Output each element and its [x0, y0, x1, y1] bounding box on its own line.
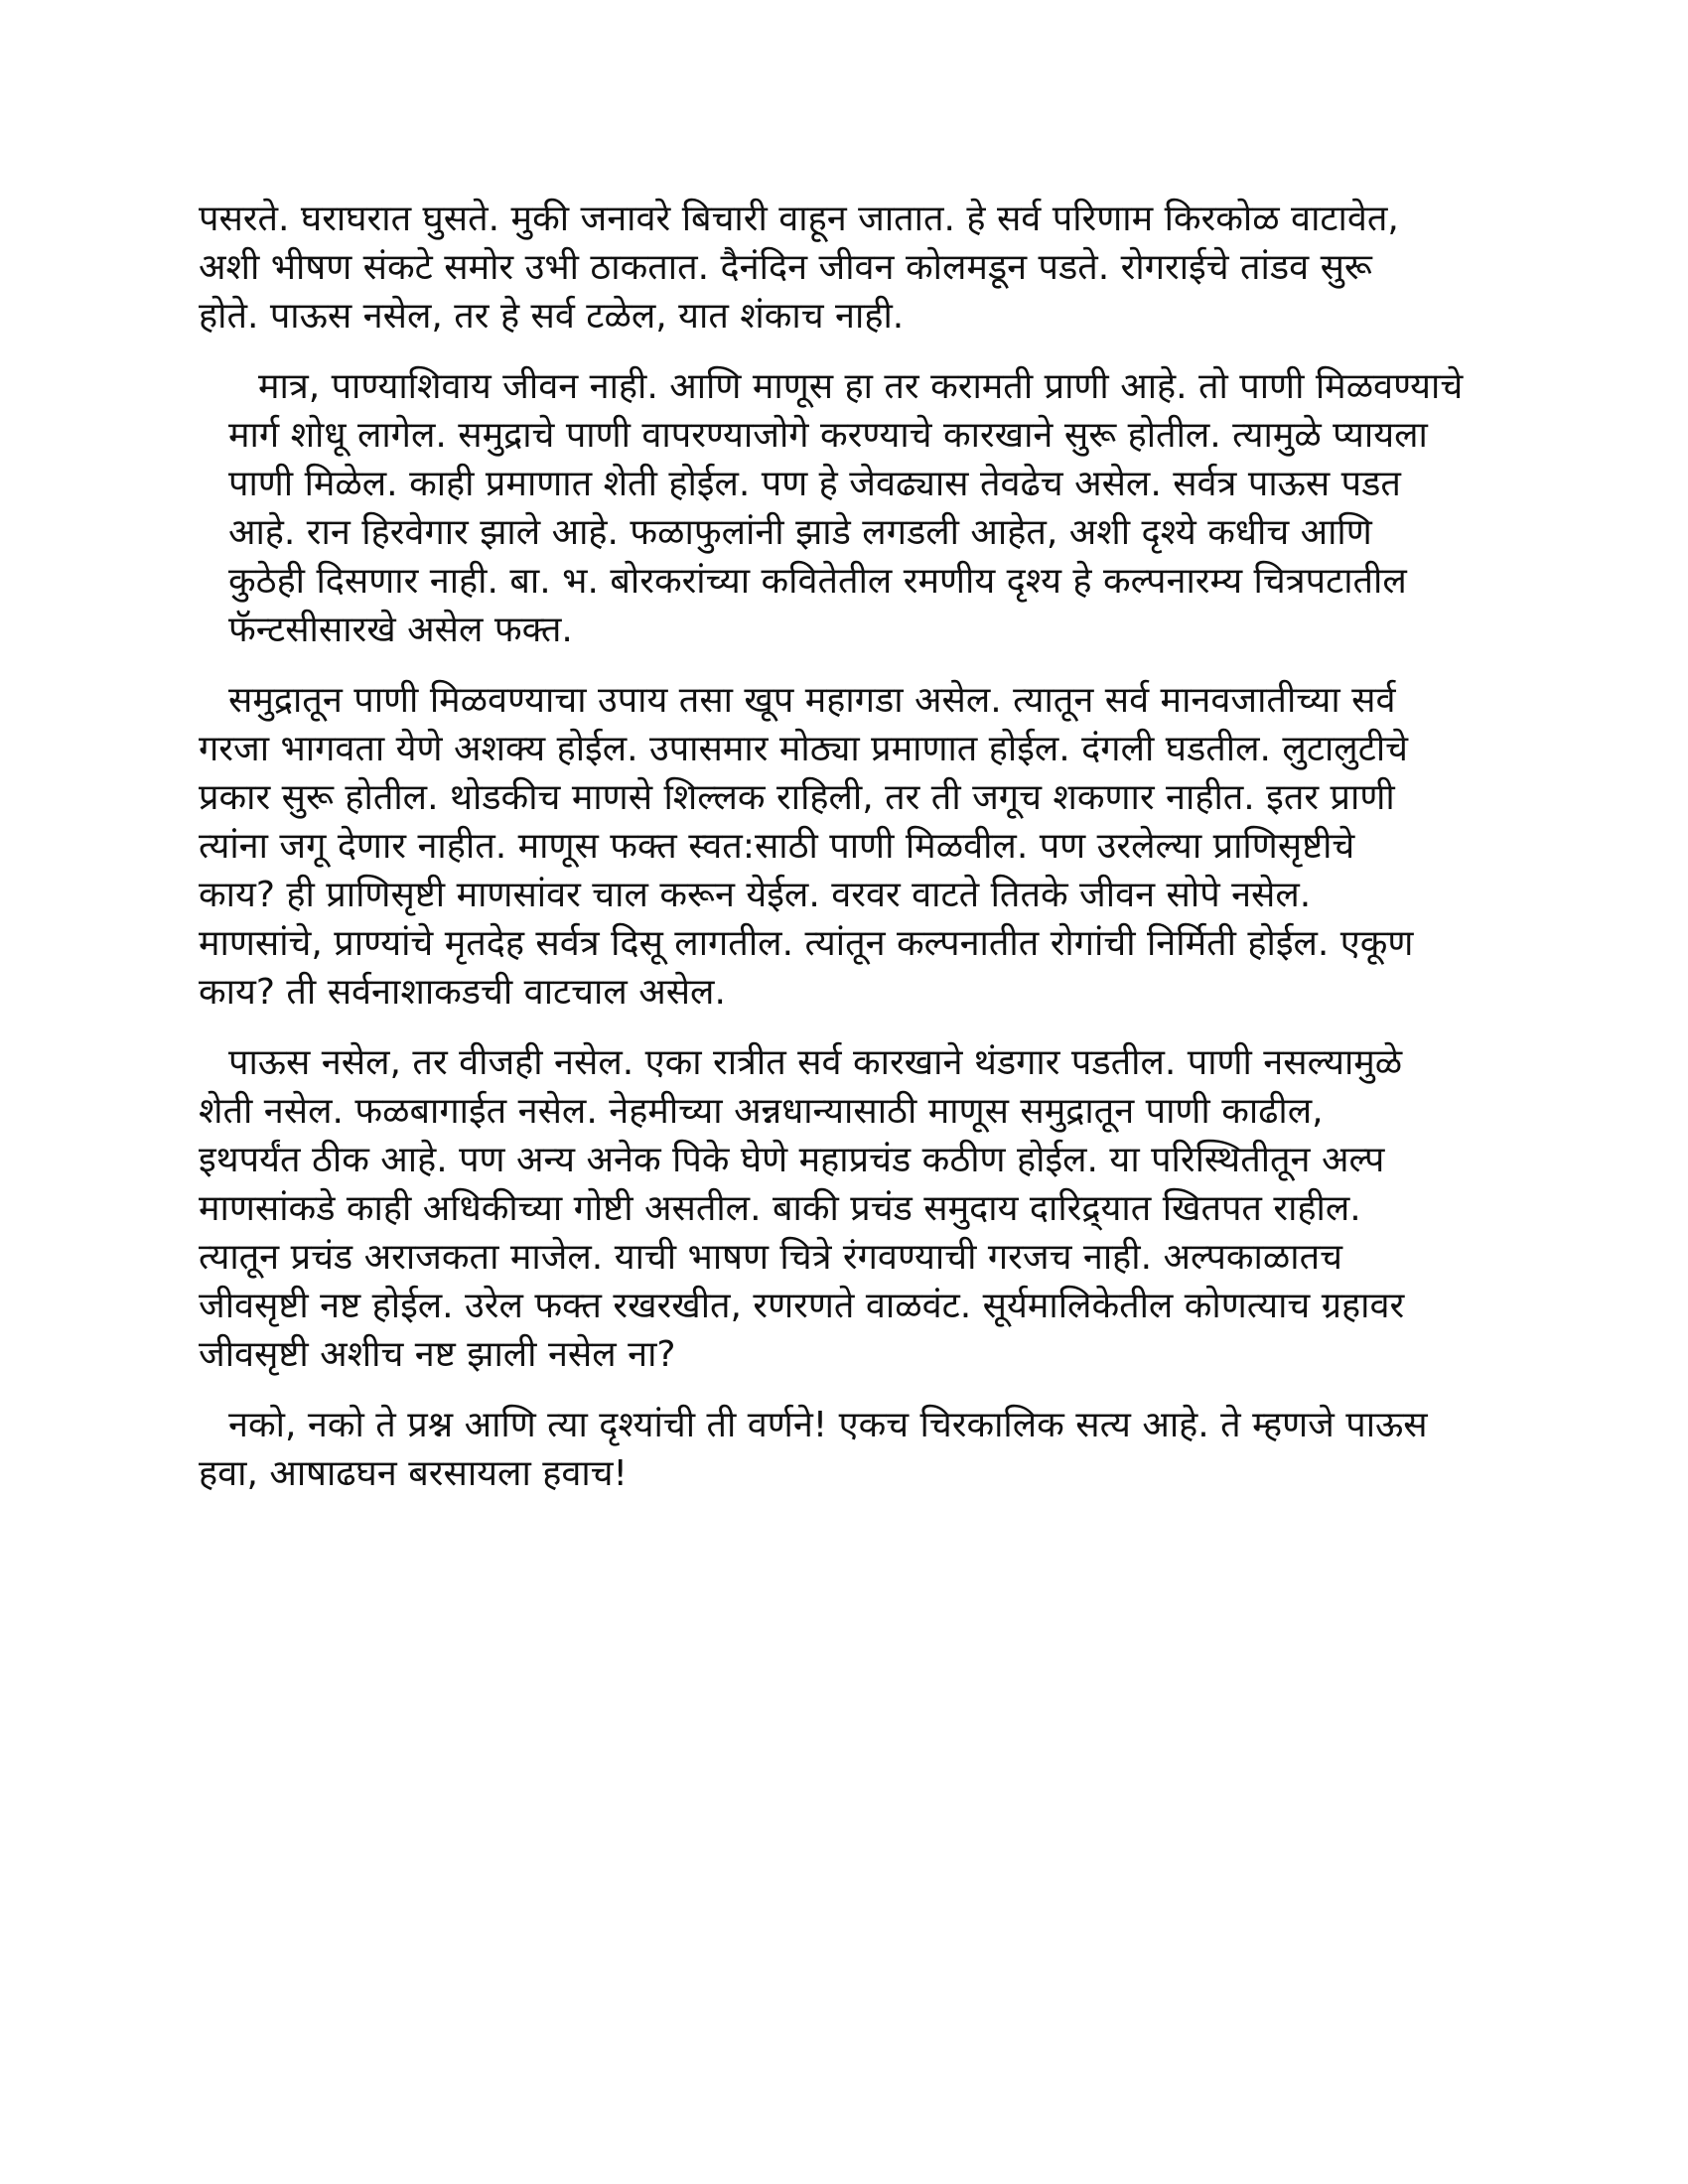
- text-line: नको, नको ते प्रश्न आणि त्या दृश्यांची ती वर्णने! एकच चिरकालिक सत्य आहे. ते म्हणजे पाऊस: [228, 1405, 1428, 1445]
- text-line: अशी भीषण संकटे समोर उभी ठाकतात. दैनंदिन जीवन कोलमडून पडते. रोगराईचे तांडव सुरू: [199, 247, 1372, 288]
- paragraph-2: [199, 362, 1479, 654]
- text-line: कुठेही दिसणार नाही. बा. भ. बोरकरांच्या कवितेतील रमणीय दृश्य हे कल्पनारम्य चित्रपटातील: [228, 561, 1407, 602]
- text-line: पसरते. घराघरात घुसते. मुकी जनावरे बिचारी वाहून जातात. हे सर्व परिणाम किरकोळ वाटावेत,: [199, 199, 1399, 239]
- text-line: त्यांना जगू देणार नाहीत. माणूस फक्त स्वत:साठी पाणी मिळवील. पण उरलेल्या प्राणिसृष्टीचे: [199, 826, 1355, 867]
- text-line: शेती नसेल. फळबागाईत नसेल. नेहमीच्या अन्नधान्यासाठी माणूस समुद्रातून पाणी काढील,: [199, 1091, 1324, 1132]
- paragraph-5: [199, 1401, 1479, 1498]
- text-line: फॅन्टसीसारखे असेल फक्त.: [228, 610, 573, 650]
- text-line: काय? ती सर्वनाशाकडची वाटचाल असेल.: [199, 972, 726, 1013]
- paragraph-4: [199, 1038, 1479, 1379]
- text-line: जीवसृष्टी नष्ट होईल. उरेल फक्त रखरखीत, रणरणते वाळवंट. सूर्यमालिकेतील कोणत्याच ग्रहावर: [199, 1286, 1405, 1326]
- paragraph-1: [199, 195, 1479, 341]
- text-line: इथपर्यंत ठीक आहे. पण अन्य अनेक पिके घेणे महाप्रचंड कठीण होईल. या परिस्थितीतून अल्प: [199, 1140, 1385, 1180]
- paragraph-3: [199, 676, 1479, 1017]
- text-line: हवा, आषाढघन बरसायला हवाच!: [199, 1453, 628, 1494]
- text-line: गरजा भागवता येणे अशक्य होईल. उपासमार मोठ्या प्रमाणात होईल. दंगली घडतील. लुटालुटीचे: [199, 729, 1409, 769]
- text-line: जीवसृष्टी अशीच नष्ट झाली नसेल ना?: [199, 1334, 676, 1375]
- document-page: [199, 195, 1479, 1520]
- text-line: मार्ग शोधू लागेल. समुद्राचे पाणी वापरण्याजोगे करण्याचे कारखाने सुरू होतील. त्यामुळे प्यायला: [228, 415, 1428, 456]
- text-line: आहे. रान हिरवेगार झाले आहे. फळाफुलांनी झाडे लगडली आहेत, अशी दृश्ये कधीच आणि: [228, 512, 1372, 553]
- text-line: होते. पाऊस नसेल, तर हे सर्व टळेल, यात शंकाच नाही.: [199, 296, 905, 337]
- text-line: पाणी मिळेल. काही प्रमाणात शेती होईल. पण हे जेवढ्यास तेवढेच असेल. सर्वत्र पाऊस पडत: [228, 464, 1401, 504]
- text-line: माणसांकडे काही अधिकीच्या गोष्टी असतील. बाकी प्रचंड समुदाय दारिद्र्यात खितपत राहील.: [199, 1188, 1361, 1229]
- text-line: काय? ही प्राणिसृष्टी माणसांवर चाल करून येईल. वरवर वाटते तितके जीवन सोपे नसेल.: [199, 875, 1312, 915]
- text-line: समुद्रातून पाणी मिळवण्याचा उपाय तसा खूप महागडा असेल. त्यातून सर्व मानवजातीच्या सर्व: [228, 680, 1396, 721]
- text-line: मात्र, पाण्याशिवाय जीवन नाही. आणि माणूस हा तर करामती प्राणी आहे. तो पाणी मिळवण्याचे: [258, 366, 1464, 407]
- text-line: त्यातून प्रचंड अराजकता माजेल. याची भाषण चित्रे रंगवण्याची गरजच नाही. अल्पकाळातच: [199, 1237, 1342, 1278]
- text-line: प्रकार सुरू होतील. थोडकीच माणसे शिल्लक राहिली, तर ती जगूच शकणार नाहीत. इतर प्राणी: [199, 777, 1395, 818]
- text-line: माणसांचे, प्राण्यांचे मृतदेह सर्वत्र दिसू लागतील. त्यांतून कल्पनातीत रोगांची निर्मिती होईल. एकूण: [199, 923, 1414, 964]
- text-line: पाऊस नसेल, तर वीजही नसेल. एका रात्रीत सर्व कारखाने थंडगार पडतील. पाणी नसल्यामुळे: [228, 1042, 1403, 1083]
